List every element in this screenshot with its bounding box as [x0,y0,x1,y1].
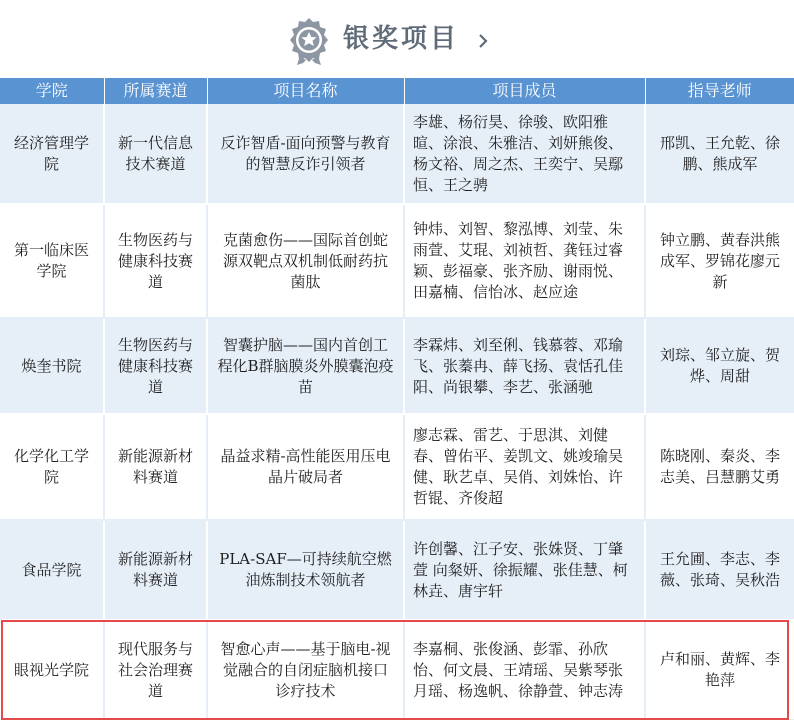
table-row [0,520,794,620]
column-header-track: 所属赛道 [104,78,207,104]
cell-members: 钟炜、刘智、黎泓博、刘莹、朱雨萱、艾琨、刘祯哲、龚钰过睿颖、彭福豪、张齐励、谢雨悦、田嘉楠、信怡冰、赵应途 [404,204,645,318]
cell-college: 眼视光学院 [0,620,104,720]
cell-members: 李嘉桐、张俊涵、彭霏、孙欣怡、何文晨、王靖瑶、吴紫琴张月瑶、杨逸帆、徐静萱、钟志涛 [404,620,645,720]
table-row [0,204,794,318]
page-title: 银奖项目 [343,24,460,54]
cell-track: 生物医药与健康科技赛道 [104,318,207,414]
table-header-row [0,78,794,104]
silver-award-table [0,78,794,720]
cell-project: 智囊护脑——国内首创工程化B群脑膜炎外膜囊泡疫苗 [207,318,404,414]
cell-track: 新能源新材料赛道 [104,414,207,520]
column-header-college: 学院 [0,78,104,104]
cell-project: 晶益求精-高性能医用压电晶片破局者 [207,414,404,520]
cell-advisors: 钟立鹏、黄春洪熊成军、罗锦花廖元新 [645,204,794,318]
cell-track: 生物医药与健康科技赛道 [104,204,207,318]
cell-track: 新一代信息技术赛道 [104,104,207,204]
cell-project: PLA-SAF—可持续航空燃油炼制技术领航者 [207,520,404,620]
cell-college: 焕奎书院 [0,318,104,414]
cell-members: 许创馨、江子安、张姝贤、丁肇萱 向粲妍、徐振耀、张佳慧、柯林垚、唐宇轩 [404,520,645,620]
cell-project: 克菌愈伤——国际首创蛇源双靶点双机制低耐药抗菌肽 [207,204,404,318]
column-header-members: 项目成员 [404,78,645,104]
cell-college: 化学化工学院 [0,414,104,520]
table-row [0,104,794,204]
medal-badge-icon [287,16,331,66]
cell-track: 新能源新材料赛道 [104,520,207,620]
cell-advisors: 刘琮、邹立旋、贺烨、周甜 [645,318,794,414]
cell-project: 反诈智盾-面向预警与教育的智慧反诈引领者 [207,104,404,204]
column-header-project: 项目名称 [207,78,404,104]
cell-college: 食品学院 [0,520,104,620]
cell-college: 第一临床医学院 [0,204,104,318]
cell-members: 李霖炜、刘至俐、钱慕蓉、邓瑜飞、张蓁冉、薛飞扬、袁恬孔佳阳、尚银攀、李艺、张涵驰 [404,318,645,414]
table-row [0,620,794,720]
table-row [0,414,794,520]
cell-project: 智愈心声——基于脑电-视觉融合的自闭症脑机接口诊疗技术 [207,620,404,720]
cell-advisors: 卢和丽、黄辉、李艳萍 [645,620,794,720]
cell-advisors: 邢凯、王允乾、徐鹏、熊成军 [645,104,794,204]
table-row [0,318,794,414]
cell-college: 经济管理学院 [0,104,104,204]
section-header [0,0,794,78]
column-header-advisors: 指导老师 [645,78,794,104]
chevron-right-icon[interactable] [476,34,490,48]
cell-advisors: 王允圃、李志、李薇、张琦、吴秋浩 [645,520,794,620]
cell-members: 李雄、杨衍昊、徐骏、欧阳雅暄、涂浪、朱雅洁、刘妍熊俊、杨文裕、周之杰、王奕宁、吴鄢恒、王之骋 [404,104,645,204]
cell-advisors: 陈晓刚、秦炎、李志美、吕慧鹏艾勇 [645,414,794,520]
cell-members: 廖志霖、雷艺、于思淇、刘健春、曾佑平、姜凯文、姚竣瑜吴健、耿艺卓、吴俏、刘姝怡、许哲锟、齐俊超 [404,414,645,520]
cell-track: 现代服务与社会治理赛道 [104,620,207,720]
